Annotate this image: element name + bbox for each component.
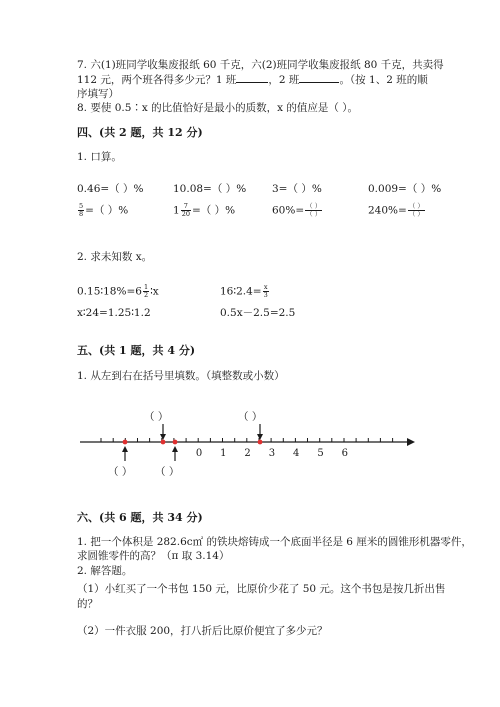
oral-calc-3: 3=（ ）% [272,183,322,195]
oral-calc-5: $\frac{5}{8}$ =（ ）% [79,202,129,218]
tick-label-3: 3 [268,448,276,459]
q7-line2-b: ，2 班 [268,74,300,86]
section6-title: 六、(共 6 题，共 34 分) [77,511,203,524]
equation-3: x∶24=1.25∶1.2 [77,307,151,319]
tick-label-1: 1 [220,448,227,459]
q7-line2-a: 112 元，两个班各得多少元？1 班 [77,74,237,86]
paren-top-1[interactable]: （ ） [144,411,169,423]
s6-q1-line1: 1. 把一个体积是 282.6c㎡ 的铁块熔铸成一个底面半径是 6 厘米的圆锥形机器零件， [77,536,472,548]
point-marker-1 [123,440,128,445]
fraction-1-2: $\frac{1}{2}$ [143,283,149,299]
s6-sub1-line2: 的？ [77,598,98,610]
fraction-5-8: $\frac{5}{8}$ [79,202,84,218]
paren-bottom-1[interactable]: （ ） [108,466,133,478]
paren-top-2[interactable]: （ ） [238,411,263,423]
s6-sub2: （2）一件衣服 200，打八折后比原价便宜了多少元？ [77,625,328,637]
tick-label-5: 5 [317,448,324,459]
number-line-labels [196,448,348,459]
s6-q2: 2. 解答题。 [77,565,133,577]
q8-text: 8. 要使 0.5∶x 的比值恰好是最小的质数，x 的值应是（ ）。 [77,102,358,114]
s6-sub1-line1: （1）小红买了一个书包 150 元，比原价少花了 50 元。这个书包是按几折出售 [77,583,446,595]
section5-q1: 1. 从左到右在括号里填数。（填整数或小数） [77,370,285,382]
fraction-x-3: $\frac{x}{3}$ [263,283,268,299]
fraction-blank-1[interactable]: $\frac{( )}{( )}$ [306,202,322,218]
oral-calc-7: 60%= $\frac{( )}{( )}$ [272,202,322,218]
point-marker-4 [258,440,263,445]
oral-calc-6: 1 $\frac{7}{20}$ =（ ）% [173,202,236,218]
oral-calc-2: 10.08=（ ）% [173,183,247,195]
equation-1: 0.15∶18%=6 $\frac{1}{2}$ ∶x [77,283,159,299]
fraction-7-20: $\frac{7}{20}$ [181,202,190,218]
q7-line2-c: 。（按 1、2 班的顺 [339,74,428,86]
oral-calc-8: 240%= $\frac{( )}{( )}$ [368,202,424,218]
tick-label-4: 4 [293,448,300,459]
section4-q2: 2. 求未知数 x。 [77,251,153,263]
q7-line3: 序填写） [77,88,119,100]
oral-calc-4: 0.009=（ ）% [368,183,442,195]
section4-q1: 1. 口算。 [77,151,122,163]
tick-label-2: 2 [244,448,251,459]
point-marker-3 [173,440,178,445]
tick-label-0: 0 [195,448,203,459]
equation-2: 16∶2.4= $\frac{x}{3}$ [220,283,268,299]
q7-line1: 7. 六(1)班同学收集废报纸 60 千克，六(2)班同学收集废报纸 80 千克，共卖得 [77,59,444,71]
section4-title: 四、(共 2 题，共 12 分) [77,126,203,139]
section5-title: 五、(共 1 题，共 4 分) [77,344,196,357]
paren-bottom-2[interactable]: （ ） [155,466,180,478]
fraction-blank-2[interactable]: $\frac{( )}{( )}$ [408,202,424,218]
oral-calc-1: 0.46=（ ）% [77,183,144,195]
s6-q1-line2: 求圆锥零件的高？（π 取 3.14） [77,550,230,562]
tick-label-6: 6 [341,448,348,459]
point-marker-2 [161,440,166,445]
equation-4: 0.5x－2.5=2.5 [220,307,296,319]
